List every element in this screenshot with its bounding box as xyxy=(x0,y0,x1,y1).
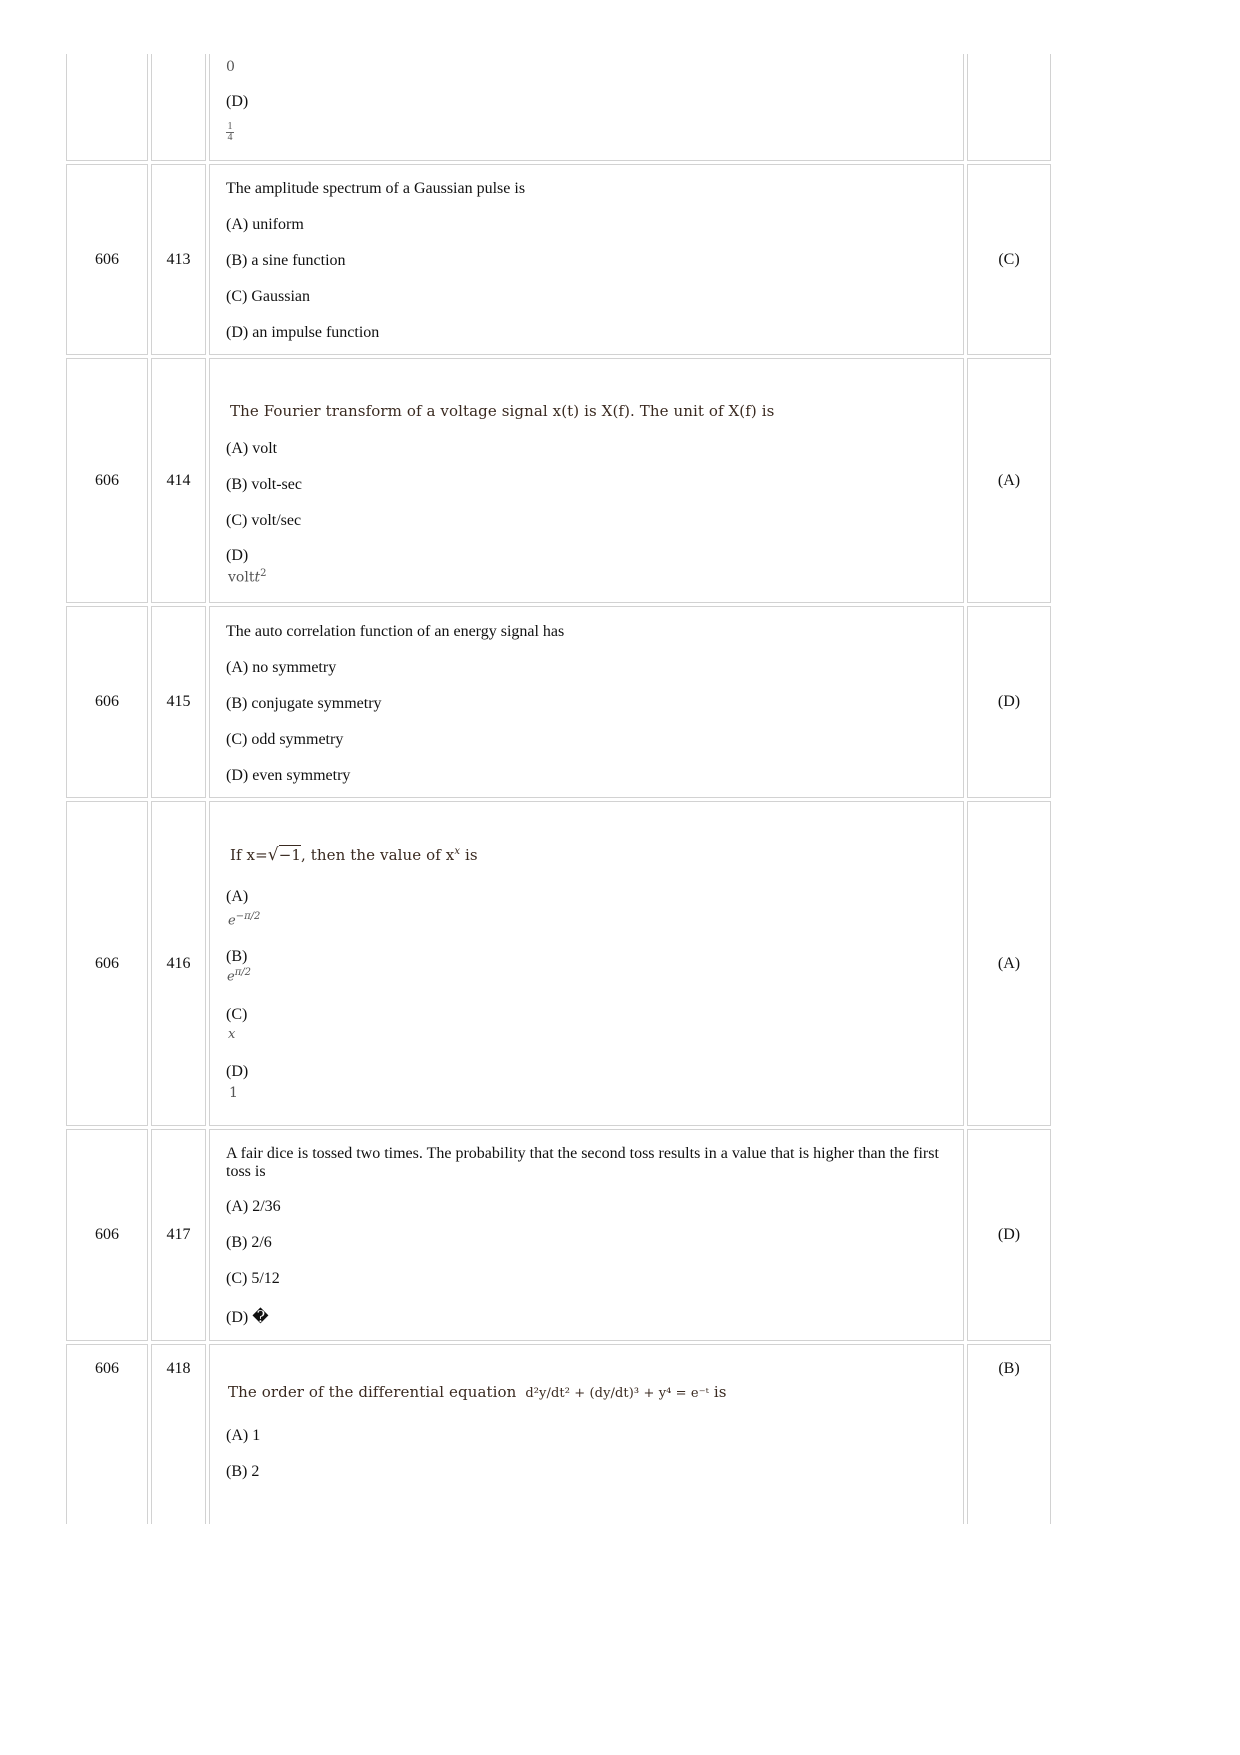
sheet-cell-0 xyxy=(66,54,148,161)
sheet-cell: 606 xyxy=(66,164,148,355)
option-c-math: x xyxy=(228,1027,236,1042)
option-a: (A) xyxy=(226,888,249,905)
option-b: (B) 2 xyxy=(226,1463,260,1480)
answer-cell: (C) xyxy=(967,164,1051,355)
question-cell xyxy=(209,164,964,355)
answer-cell: (A) xyxy=(967,358,1051,603)
option-b: (B) 2/6 xyxy=(226,1234,272,1251)
differential-equation: d²y/dt² + (dy/dt)³ + y⁴ = e⁻ᵗ xyxy=(525,1386,709,1401)
qno-cell-0 xyxy=(151,54,206,161)
option-a: (A) no symmetry xyxy=(226,659,337,676)
qno-cell: 414 xyxy=(151,358,206,603)
question-cell xyxy=(209,358,964,603)
question-cell xyxy=(209,801,964,1126)
option-b: (B) a sine function xyxy=(226,252,346,269)
option-d: (D) xyxy=(226,1063,249,1080)
qno-cell: 418 xyxy=(151,1344,206,1524)
option-d-label: (D) xyxy=(226,93,249,110)
option-a: (A) 2/36 xyxy=(226,1198,281,1215)
question-text: The auto correlation function of an energy signal has xyxy=(226,623,565,640)
answer-cell: (D) xyxy=(967,606,1051,798)
question-cell xyxy=(209,1344,964,1524)
question-text: The Fourier transform of a voltage signal x(t) is X(f). The unit of X(f) is xyxy=(230,402,775,420)
option-d: (D) xyxy=(226,547,249,564)
prev-option-value: 0 xyxy=(226,59,235,75)
answer-cell: (A) xyxy=(967,801,1051,1126)
option-a: (A) uniform xyxy=(226,216,304,233)
question-text: A fair dice is tossed two times. The probability that the second toss results in a value that is higher than the first toss is xyxy=(226,1145,939,1180)
option-d: (D) an impulse function xyxy=(226,324,380,341)
option-b-math: $e^{\pi/2}$ xyxy=(227,967,252,985)
answer-cell-0 xyxy=(967,54,1051,161)
sheet-cell: 606 xyxy=(66,1129,148,1341)
question-text: The amplitude spectrum of a Gaussian pulse is xyxy=(226,180,526,197)
sheet-cell: 606 xyxy=(66,606,148,798)
answer-cell: (B) xyxy=(967,1344,1051,1524)
option-a: (A) 1 xyxy=(226,1427,261,1444)
qno-cell: 416 xyxy=(151,801,206,1126)
qno-cell: 417 xyxy=(151,1129,206,1341)
question-cell xyxy=(209,606,964,798)
sheet-cell: 606 xyxy=(66,358,148,603)
qno-cell: 415 xyxy=(151,606,206,798)
option-c: (C) xyxy=(226,1006,248,1023)
option-c: (C) odd symmetry xyxy=(226,731,344,748)
sheet-cell: 606 xyxy=(66,1344,148,1524)
option-b: (B) conjugate symmetry xyxy=(226,695,382,712)
option-c: (C) volt/sec xyxy=(226,512,302,529)
qno-cell: 413 xyxy=(151,164,206,355)
option-d-fraction: $\frac{1}{4}$ xyxy=(227,121,233,143)
option-a: (A) volt xyxy=(226,440,278,457)
option-d: (D) even symmetry xyxy=(226,767,351,784)
option-b: (B) xyxy=(226,948,248,965)
question-text: If x=√−1, then the value of $x^x$ is xyxy=(230,845,478,865)
option-c: (C) Gaussian xyxy=(226,288,310,305)
question-text: The order of the differential equation d²y/dt² + (dy/dt)³ + y⁴ = e⁻ᵗ is xyxy=(228,1383,727,1401)
sheet-cell: 606 xyxy=(66,801,148,1126)
option-d: (D) � xyxy=(226,1309,269,1326)
question-cell xyxy=(209,1129,964,1341)
option-b: (B) volt-sec xyxy=(226,476,302,493)
option-c: (C) 5/12 xyxy=(226,1270,280,1287)
option-d-math: voltt$^2$ xyxy=(228,568,267,586)
option-d-math: 1 xyxy=(229,1085,238,1101)
answer-cell: (D) xyxy=(967,1129,1051,1341)
question-cell-0 xyxy=(209,54,964,161)
option-a-math: $e^{-\pi/2}$ xyxy=(228,911,261,929)
